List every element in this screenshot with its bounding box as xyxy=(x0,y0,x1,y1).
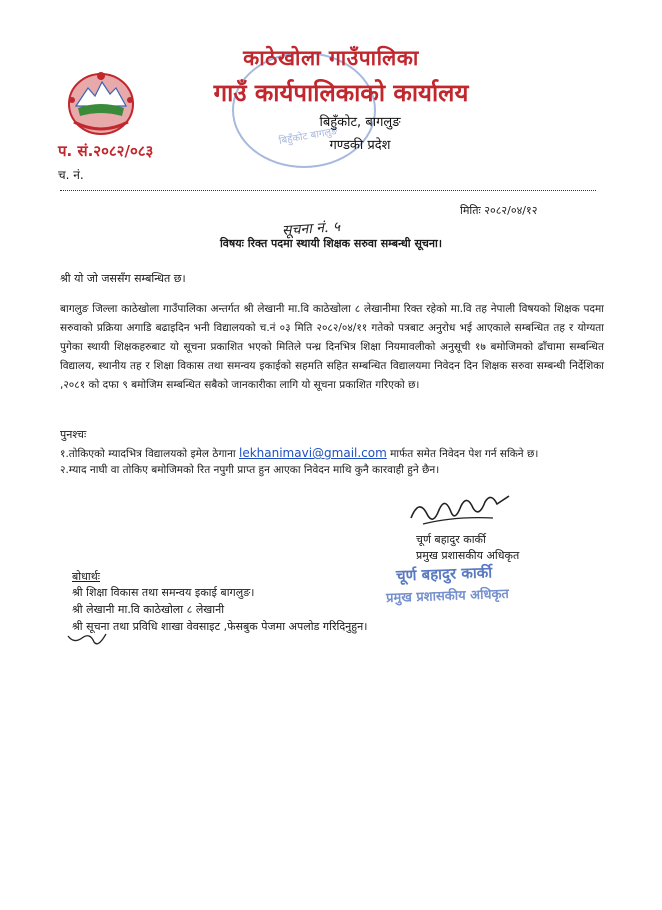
office-name: गाउँ कार्यपालिकाको कार्यालय xyxy=(213,79,469,107)
province-name: गण्डकी प्रदेश xyxy=(329,138,391,153)
signatory-name: चूर्ण बहादुर कार्की xyxy=(416,533,486,546)
letter-date: मितिः २०८२/०४/१२ xyxy=(460,204,538,217)
letter-reference-number: प. सं.२०८२/०८३ xyxy=(58,142,154,160)
postscript-heading: पुनश्चः xyxy=(60,428,87,441)
signature-icon xyxy=(405,488,515,530)
postscript-item-2: २.म्याद नाघी वा तोकिए बमोजिमको रित नपुगी प्राप्त हुन आएका निवेदन माथि कुनै कारवाही हुने छैन। xyxy=(60,464,440,476)
copy-to-item: श्री शिक्षा विकास तथा समन्वय इकाई बागलुङ। xyxy=(72,586,255,599)
municipality-name: काठेखोला गाउँपालिका xyxy=(243,46,419,70)
dispatch-number: च. नं. xyxy=(58,168,84,182)
postscript-item-1-tail: मार्फत समेत निवेदन पेश गर्न सकिने छ। xyxy=(386,448,539,460)
signatory-stamp-name: चूर्ण बहादुर कार्की xyxy=(395,563,493,585)
copy-to-item: श्री लेखानी मा.वि काठेखोला ८ लेखानी xyxy=(72,603,225,616)
copy-to-heading: बोधार्थः xyxy=(72,570,100,583)
salutation: श्री यो जो जससँग सम्बन्धित छ। xyxy=(60,272,186,285)
handwritten-notice-number: सूचना नं. ५ xyxy=(281,218,341,240)
letter-subject: विषयः रिक्त पदमा स्थायी शिक्षक सरुवा सम्बन्धी सूचना। xyxy=(219,237,443,250)
header-divider xyxy=(60,190,596,191)
body-text: बागलुङ जिल्ला काठेखोला गाउँपालिका अन्तर्गत श्री लेखानी मा.वि काठेखोला ८ लेखानीमा रिक्त रहेको मा.वि तह नेपाली विषयको शिक्षक पदमा सरुवाको प्रक्रिया अगाडि बढाइदिन भनी विद्यालयको च.नं ०३ मिति २०८२/०४/११ गतेको पत्रबाट अनुरोध भई आएकाले सम्बन्धित तह र योग्यता पुगेका स्थायी शिक्षकहरुबाट यो सूचना प्रकाशित भएको मितिले पन्ध्र दिनभित्र शिक्षा नियमावलीको अनुसूची १७ बमोजिमको ढाँचामा सम्बन्धित विद्यालय, स्थानीय तह र शिक्षा विकास तथा समन्वय इकाईको सहमति सहित सम्बन्धित विद्यालयमा निवेदन दिन शिक्षक सरुवा सम्बन्धी निर्देशिका ,२०८१ को दफा ९ बमोजिम सम्बन्धित सबैको जानकारीका लागि यो सूचना प्रकाशित गरिएको छ। xyxy=(60,303,604,391)
postscript-item-1 xyxy=(60,446,538,461)
copy-to-item: श्री सूचना तथा प्रविधि शाखा वेवसाइट ,फेसबुक पेजमा अपलोड गरिदिनुहुन। xyxy=(72,620,368,633)
postscript-item-1-text: १.तोकिएको म्यादभित्र विद्यालयको इमेल ठेगाना xyxy=(60,448,239,460)
office-stamp-text: बिहुँकोट बागलुङ xyxy=(278,125,339,148)
signatory-stamp-title: प्रमुख प्रशासकीय अधिकृत xyxy=(385,586,510,607)
office-address: बिहुँकोट, बागलुङ xyxy=(319,115,401,130)
pen-mark-icon xyxy=(64,614,110,650)
school-email-link[interactable]: lekhanimavi@gmail.com xyxy=(238,446,387,460)
body-paragraph xyxy=(60,300,604,395)
signatory-title: प्रमुख प्रशासकीय अधिकृत xyxy=(416,549,520,562)
